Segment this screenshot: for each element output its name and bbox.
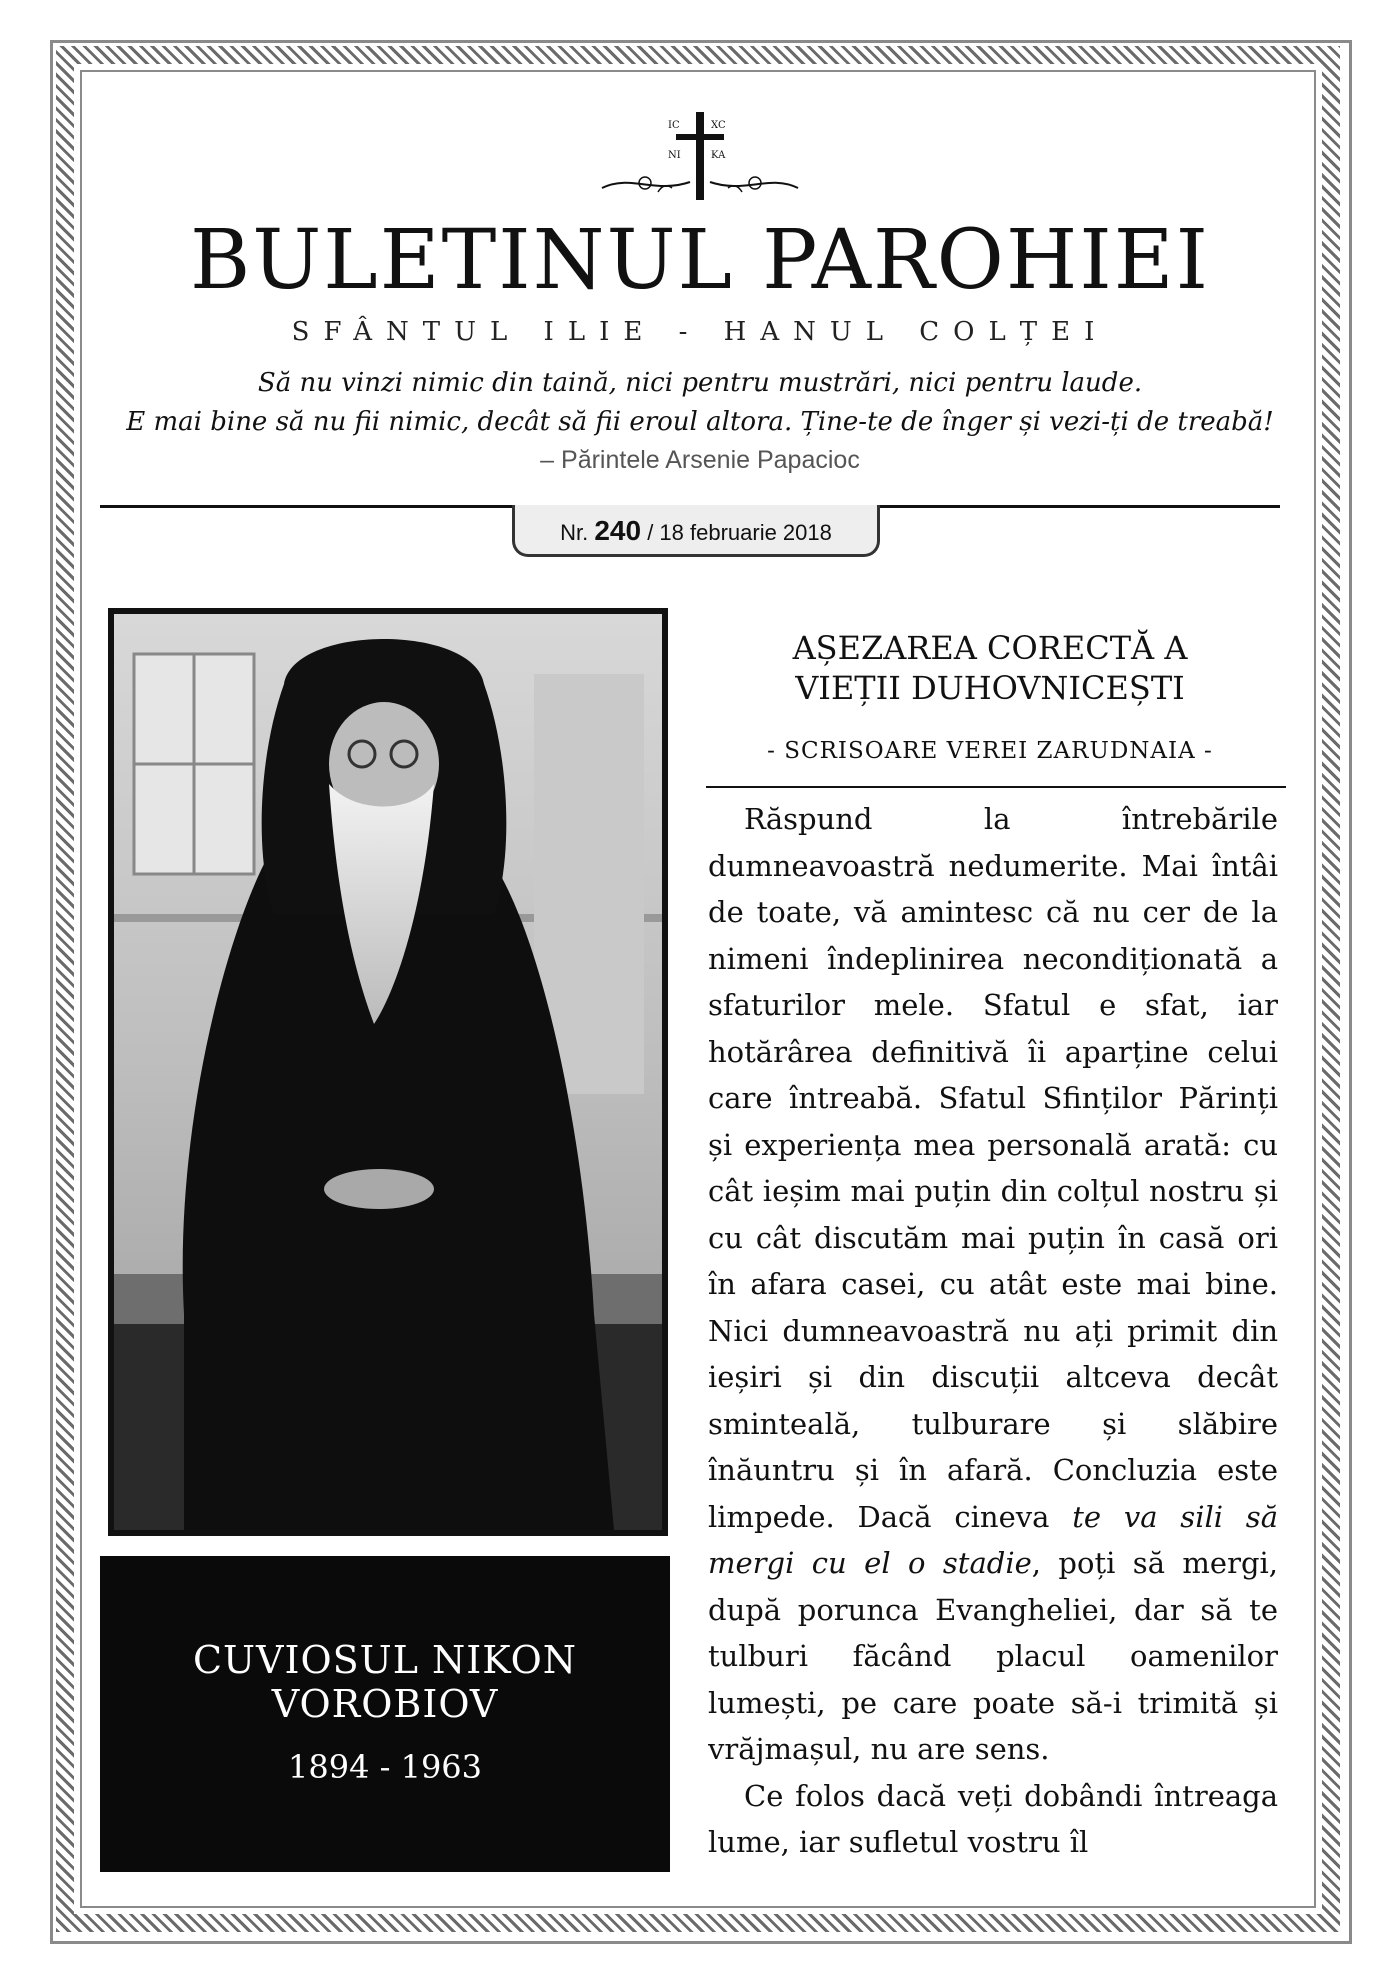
portrait-caption bbox=[100, 1556, 670, 1872]
article-title bbox=[700, 628, 1280, 708]
issue-number: 240 bbox=[594, 515, 642, 546]
article-paragraph bbox=[708, 796, 1278, 1773]
header-quote bbox=[100, 364, 1300, 442]
saint-name bbox=[100, 1638, 670, 1726]
article-paragraph: Ce folos dacă veți dobândi întreaga lume, iar sufletul vostru îl bbox=[708, 1778, 1278, 1859]
parish-subtitle: SFÂNTUL ILIE - HANUL COLȚEI bbox=[291, 317, 1109, 347]
issue-badge bbox=[512, 505, 880, 557]
article-title-line-1: AȘEZAREA CORECTĂ A bbox=[792, 629, 1188, 667]
quote-line-2: E mai bine să nu fii nimic, decât să fii eroul altora. Ține-te de înger și vezi-ți de treabă! bbox=[126, 407, 1274, 437]
issue-date: / 18 februarie 2018 bbox=[647, 520, 832, 545]
portrait-photo-frame bbox=[108, 608, 668, 1536]
saint-name-line-1: CUVIOSUL NIKON bbox=[192, 1638, 578, 1682]
emblem-letter-ka: KA bbox=[711, 150, 726, 161]
paragraph-text: , poți să mergi, după porunca Evangheliei, dar să te tulburi făcând placul oamenilor lumești, pe care poate să-i trimită și vrăjmașul, nu are sens. bbox=[708, 1546, 1278, 1766]
article-subtitle: - SCRISOARE VEREI ZARUDNAIA - bbox=[767, 738, 1213, 764]
cross-emblem-icon bbox=[600, 112, 800, 202]
paragraph-italic-quote: te va sili să mergi cu el o stadie bbox=[708, 1499, 1278, 1580]
quote-author: – Părintele Arsenie Papacioc bbox=[540, 446, 860, 474]
saint-years: 1894 - 1963 bbox=[287, 1748, 483, 1786]
paragraph-text: Răspund la întrebările dumneavoastră nedumerite. Mai întâi de toate, vă amintesc că nu cer de la nimeni îndeplinirea necondiționată a sfaturilor mele. Sfatul e sfat, iar hotărârea definitivă îi aparține celui care întreabă. Sfatul Sfinților Părinți și experiența mea personală arată: cu cât ieșim mai puțin din colțul nostru și cu cât discutăm mai puțin în casă ori în afara casei, cu atât este mai bine. Nici dumneavoastră nu ați primit din ieșiri și din discuții altceva decât sminteală, tulburare și slăbire înăuntru și în afară. Concluzia este limpede. Dacă cineva bbox=[708, 802, 1278, 1534]
issue-prefix: Nr. bbox=[560, 520, 589, 545]
saint-name-line-2: VOROBIOV bbox=[271, 1682, 499, 1726]
quote-line-1: Să nu vinzi nimic din taină, nici pentru mustrări, nici pentru laude. bbox=[257, 368, 1143, 398]
article-body bbox=[708, 796, 1278, 1908]
emblem-letter-ni: NI bbox=[668, 150, 681, 161]
article-title-line-2: VIEȚII DUHOVNICEȘTI bbox=[795, 669, 1185, 707]
emblem-letter-ic: IC bbox=[668, 120, 680, 131]
emblem-letter-xc: XC bbox=[711, 120, 726, 131]
article-divider bbox=[706, 786, 1286, 788]
portrait-photo bbox=[114, 614, 662, 1530]
bulletin-title: BULETINUL PAROHIEI bbox=[189, 213, 1211, 308]
